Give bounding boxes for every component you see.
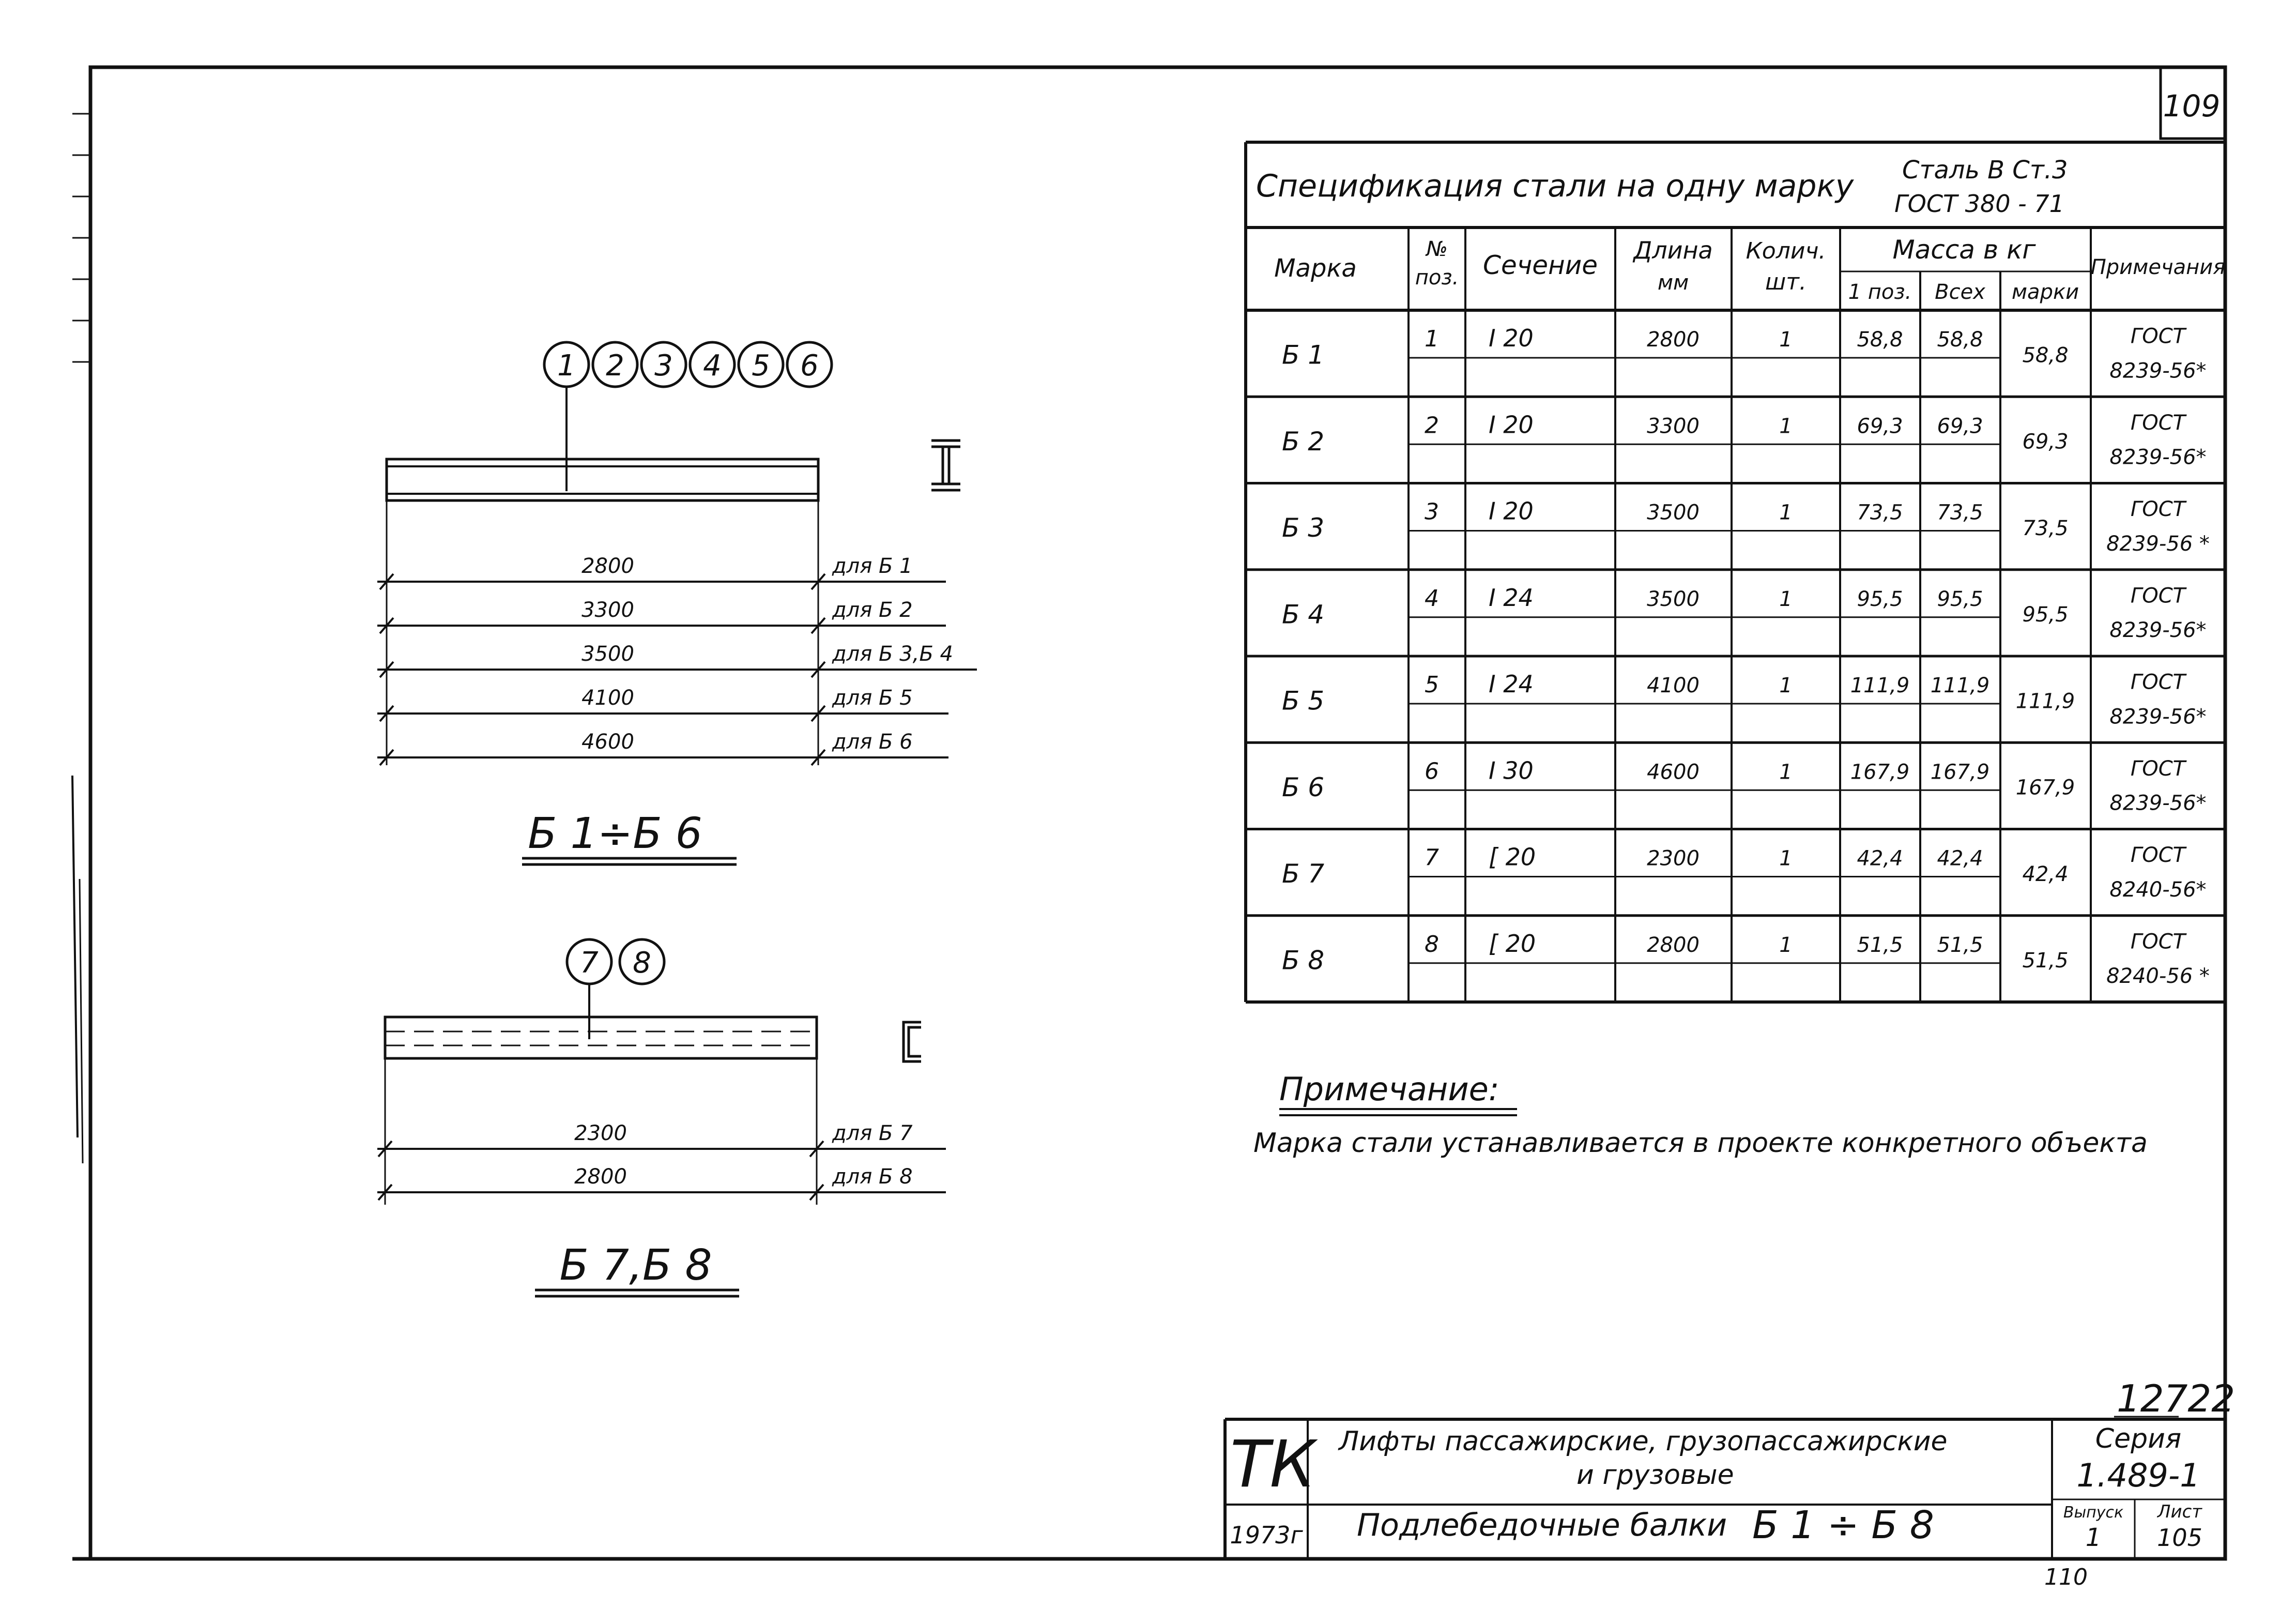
dimension-length: 3300 [581,598,634,622]
row-qty: 1 [1779,760,1793,784]
row-section: I 24 [1489,670,1534,699]
series-label: Серия [2095,1423,2182,1454]
row-section: [ 20 [1489,929,1536,958]
row-section: I 20 [1489,497,1534,525]
row-mass-pos: 111,9 [1850,674,1910,698]
sheet-value: 105 [2157,1524,2202,1552]
row-length: 3500 [1647,587,1700,611]
dimension-label: для Б 7 [832,1121,913,1145]
row-length: 2800 [1647,933,1700,957]
continuation-number: 110 [2044,1564,2088,1590]
row-mass-mark: 42,4 [2022,862,2069,886]
row-length: 4600 [1647,760,1700,784]
col-header-section: Сечение [1483,250,1598,280]
sheet-label: Лист [2157,1501,2202,1522]
row-mass-mark: 51,5 [2022,949,2069,973]
channel-section-icon [904,1022,921,1061]
row-mass-all: 51,5 [1937,933,1983,957]
row-mark: Б 3 [1282,513,1325,543]
spec-title: Спецификация стали на одну марку [1256,168,1854,204]
dimension-length: 4100 [581,686,634,710]
row-length: 3500 [1647,500,1700,525]
row-qty: 1 [1779,500,1793,525]
dimension-lines [377,554,977,765]
row-mass-mark: 95,5 [2022,603,2069,627]
beam-drawing-b1-b6 [377,342,977,864]
dimension-length: 2800 [574,1165,627,1189]
title-line-2: и грузовые [1576,1460,1734,1491]
col-header-qty: Колич. [1746,238,1826,264]
position-marker-label: 2 [606,349,624,383]
drawing-caption: Б 1÷Б 6 [528,809,702,858]
row-note: 8239-56* [2109,791,2207,815]
year: 1973г [1230,1521,1303,1549]
row-mark: Б 5 [1282,686,1325,716]
position-marker-label: 5 [752,349,770,383]
row-mass-pos: 167,9 [1850,760,1910,784]
position-markers [544,342,832,387]
dimension-label: для Б 5 [832,686,913,710]
row-mass-all: 69,3 [1937,414,1983,438]
row-section: I 30 [1489,756,1534,785]
row-note: 8240-56 * [2106,964,2210,989]
issue-label: Выпуск [2063,1504,2124,1522]
col-header-qty: шт. [1765,269,1807,295]
title-line-1: Лифты пассажирские, грузопассажирские [1339,1426,1948,1457]
row-mark: Б 1 [1282,340,1325,370]
row-length: 4100 [1647,674,1700,698]
row-pos: 7 [1425,844,1439,871]
row-pos: 8 [1425,931,1439,958]
note-heading: Примечание: [1279,1070,1499,1108]
col-header-length: Длина [1633,236,1713,264]
row-pos: 6 [1425,758,1439,785]
row-note: ГОСТ [2130,670,2186,694]
col-header-mass-mark: марки [2011,280,2079,304]
i-beam-elevation [387,459,818,500]
row-mass-pos: 95,5 [1857,587,1903,611]
row-mark: Б 7 [1282,859,1325,889]
row-mass-all: 111,9 [1930,674,1990,698]
position-marker-label: 6 [800,349,819,383]
row-mark: Б 8 [1282,945,1325,976]
row-pos: 4 [1425,585,1439,612]
dimension-length: 2300 [574,1121,627,1145]
row-mass-all: 58,8 [1937,328,1983,352]
dimension-length: 4600 [581,730,634,754]
dimension-label: для Б 1 [832,554,913,578]
drawing-caption: Б 7,Б 8 [559,1241,712,1290]
row-length: 2800 [1647,328,1700,352]
row-note: 8239-56* [2109,359,2207,383]
row-note: ГОСТ [2130,324,2186,348]
row-note: 8239-56* [2109,618,2207,643]
dimension-length: 3500 [581,642,634,666]
row-mass-pos: 73,5 [1857,500,1903,525]
sheet-subtitle: Подлебедочные балки [1357,1507,1727,1543]
row-note: 8239-56* [2109,705,2207,729]
col-header-pos: поз. [1415,266,1459,290]
dimension-label: для Б 8 [832,1165,913,1189]
row-mass-mark: 167,9 [2015,776,2075,800]
steel-standard: ГОСТ 380 - 71 [1894,190,2064,218]
row-note: 8240-56* [2109,877,2207,902]
row-pos: 2 [1425,412,1439,439]
channel-elevation [385,1017,817,1058]
row-note: ГОСТ [2130,843,2186,868]
row-qty: 1 [1779,414,1793,438]
row-qty: 1 [1779,933,1793,957]
row-mass-all: 95,5 [1937,587,1983,611]
row-mass-pos: 69,3 [1857,414,1903,438]
row-note: 8239-56 * [2106,532,2210,556]
row-note: ГОСТ [2130,411,2186,435]
position-marker-label: 3 [654,349,673,383]
row-section: I 20 [1489,324,1534,353]
col-header-mass-all: Всех [1935,280,1985,304]
row-mass-mark: 69,3 [2022,430,2069,454]
row-note: 8239-56* [2109,445,2207,469]
row-note: ГОСТ [2130,497,2186,522]
page-number: 109 [2163,88,2221,124]
row-mark: Б 6 [1282,772,1325,802]
steel-grade: Сталь В Ст.3 [1902,156,2068,185]
row-mass-pos: 51,5 [1857,933,1903,957]
row-mark: Б 4 [1282,599,1325,630]
col-header-mass-pos: 1 поз. [1848,280,1912,304]
series-value: 1.489-1 [2076,1456,2200,1494]
position-marker-label: 4 [703,349,722,383]
col-header-notes: Примечания [2090,255,2226,279]
dimension-length: 2800 [581,554,634,578]
i-beam-section-icon [931,441,960,490]
row-length: 3300 [1647,414,1700,438]
document-number: 12722 [2117,1377,2236,1420]
row-section: [ 20 [1489,843,1536,871]
row-mass-all: 167,9 [1930,760,1990,784]
col-header-mark: Марка [1274,254,1357,283]
col-header-mass: Масса в кг [1892,235,2036,265]
position-marker-label: 7 [580,946,599,980]
row-section: I 24 [1489,583,1534,612]
position-marker-label: 1 [557,349,576,383]
row-qty: 1 [1779,587,1793,611]
row-qty: 1 [1779,674,1793,698]
col-header-length: мм [1657,271,1689,295]
row-mass-all: 42,4 [1937,846,1983,871]
spec-rows [1246,324,2225,988]
beam-drawing-b7-b8 [377,939,946,1296]
dimension-label: для Б 3,Б 4 [832,642,953,666]
row-pos: 1 [1425,326,1439,353]
note-text: Марка стали устанавливается в проекте конкретного объекта [1253,1128,2148,1159]
row-qty: 1 [1779,328,1793,352]
row-mark: Б 2 [1282,426,1325,457]
row-note: ГОСТ [2130,584,2186,608]
row-mass-mark: 111,9 [2015,689,2075,714]
row-mass-mark: 58,8 [2022,343,2069,368]
page-number-box [2161,67,2225,139]
row-note: ГОСТ [2130,930,2186,954]
row-note: ГОСТ [2130,756,2186,781]
row-section: I 20 [1489,411,1534,439]
position-marker-label: 8 [633,946,651,980]
dimension-lines [377,1121,946,1200]
row-mass-pos: 42,4 [1857,846,1903,871]
sheet-subtitle-marks: Б 1 ÷ Б 8 [1752,1503,1934,1547]
steel-specification-table [1246,142,2225,1002]
dimension-label: для Б 2 [832,598,913,622]
row-mass-pos: 58,8 [1857,328,1903,352]
org-code: ТК [1230,1427,1316,1502]
row-mass-mark: 73,5 [2022,516,2069,540]
row-pos: 5 [1425,672,1439,699]
issue-value: 1 [2085,1523,2102,1552]
col-header-pos: № [1426,237,1448,261]
row-pos: 3 [1425,498,1439,525]
note-block [1253,1070,2148,1159]
row-length: 2300 [1647,846,1700,871]
row-mass-all: 73,5 [1937,500,1983,525]
row-qty: 1 [1779,846,1793,871]
dimension-label: для Б 6 [832,730,913,754]
